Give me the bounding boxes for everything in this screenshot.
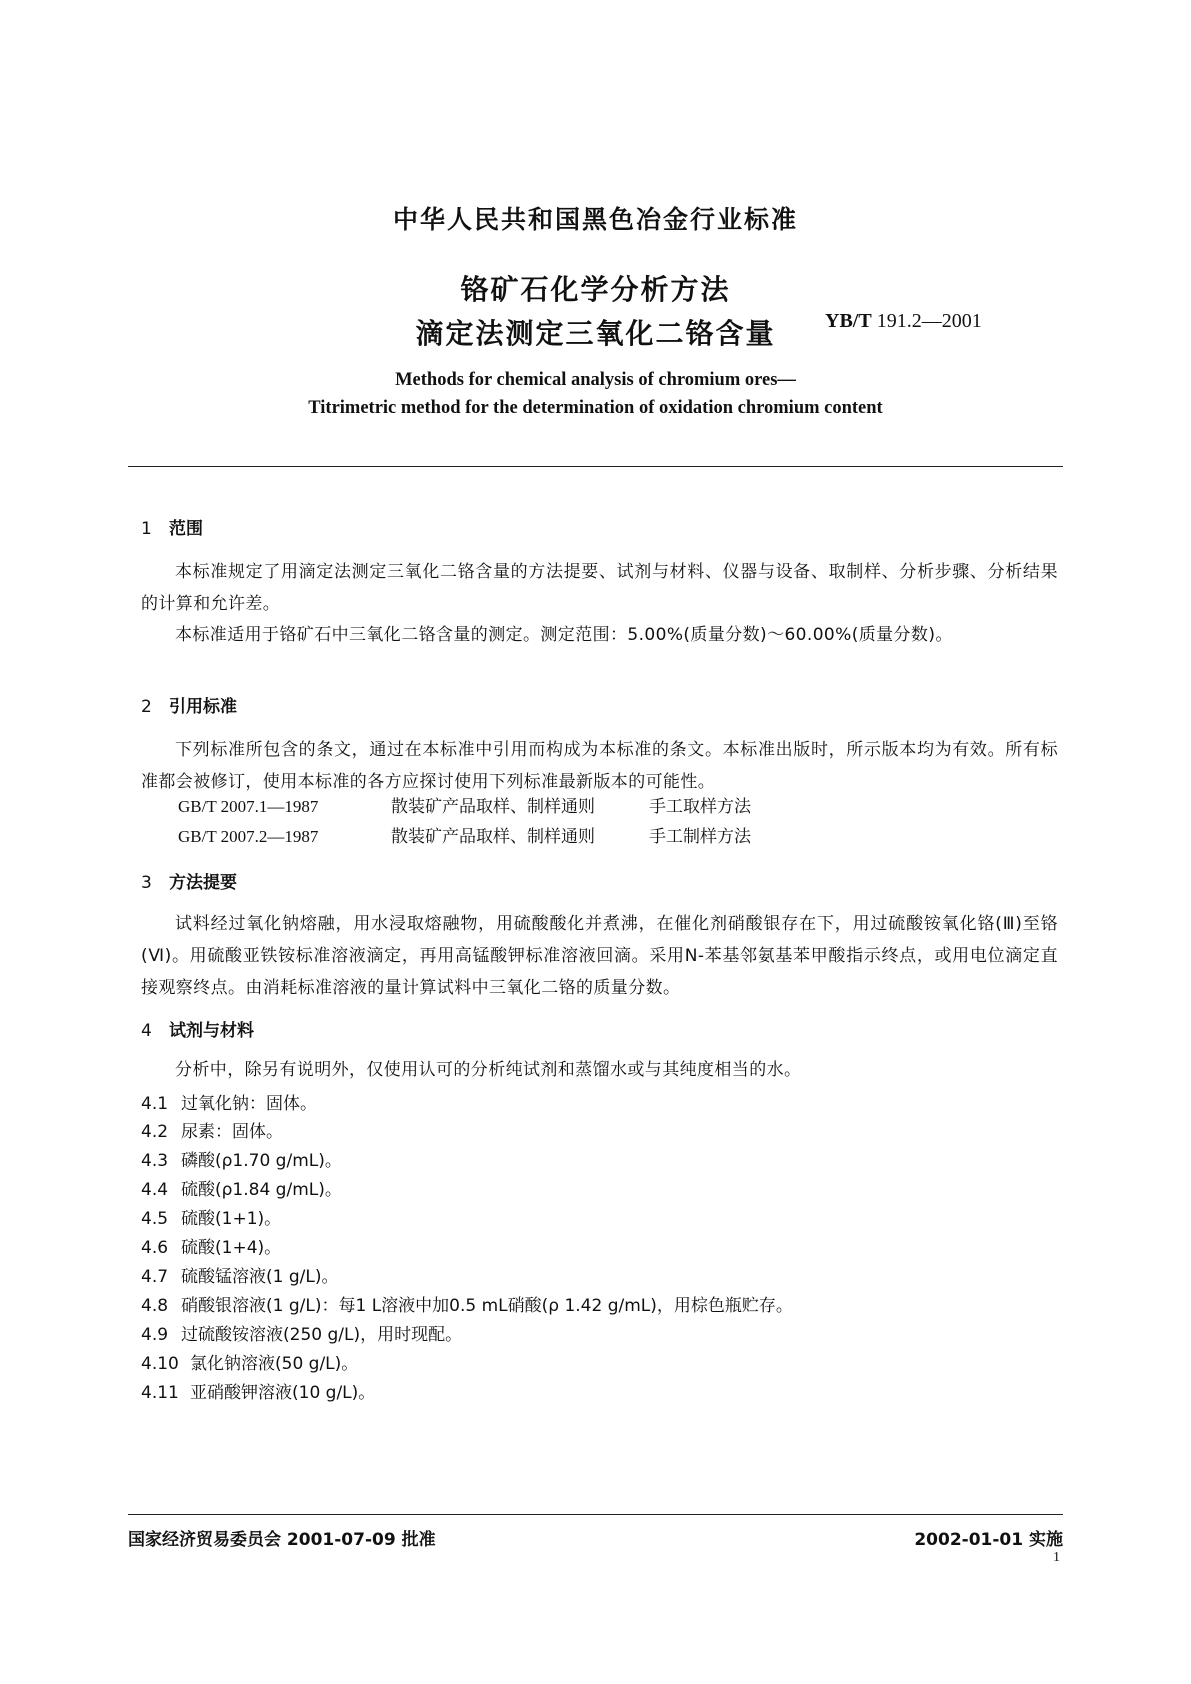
reagent-item xyxy=(141,1089,317,1114)
section-heading-references xyxy=(141,692,237,717)
reagent-number: 4.1 xyxy=(141,1094,169,1114)
reagent-number: 4.6 xyxy=(141,1238,169,1258)
section-heading-method-summary xyxy=(141,868,237,893)
reagent-number: 4.3 xyxy=(141,1151,169,1171)
section-number: 1 xyxy=(141,519,152,539)
reference-method: 手工制样方法 xyxy=(649,827,751,847)
reagent-item xyxy=(141,1117,283,1142)
reagent-item xyxy=(141,1291,793,1316)
standard-code xyxy=(825,310,982,333)
scope-paragraph-1: 本标准规定了用滴定法测定三氧化二铬含量的方法提要、试剂与材料、仪器与设备、取制样、分析步骤、分析结果的计算和允许差。 xyxy=(141,562,1058,614)
reagent-text: 过氧化钠：固体。 xyxy=(181,1094,317,1114)
title-zh-line2: 滴定法测定三氧化二铬含量 xyxy=(415,317,776,350)
reagent-text: 磷酸(ρ1.70 g/mL)。 xyxy=(181,1151,342,1171)
reagent-item xyxy=(141,1378,375,1403)
reagent-item xyxy=(141,1262,338,1287)
approval-statement: 国家经济贸易委员会 2001-07-09 批准 xyxy=(128,1530,436,1550)
reference-code: GB/T 2007.2—1987 xyxy=(178,827,319,846)
title-zh-line1: 铬矿石化学分析方法 xyxy=(460,273,731,306)
section-title: 范围 xyxy=(169,519,203,539)
reagent-number: 4.4 xyxy=(141,1180,169,1200)
reagent-text: 过硫酸铵溶液(250 g/L)，用时现配。 xyxy=(181,1325,463,1345)
section-number: 4 xyxy=(141,1021,152,1041)
standard-type-heading: 中华人民共和国黑色冶金行业标准 xyxy=(392,205,798,234)
reagent-text: 硫酸(1+1)。 xyxy=(181,1209,282,1229)
reference-entry xyxy=(178,792,751,817)
reagent-text: 硫酸锰溶液(1 g/L)。 xyxy=(181,1267,339,1287)
reagent-number: 4.10 xyxy=(141,1354,179,1374)
title-en-line2: Titrimetric method for the determination of oxidation chromium content xyxy=(308,398,883,418)
standard-code-prefix: YB/T xyxy=(825,310,872,332)
section-heading-reagents xyxy=(141,1016,254,1041)
section-number: 3 xyxy=(141,873,152,893)
reference-code: GB/T 2007.1—1987 xyxy=(178,797,319,816)
section-title: 方法提要 xyxy=(169,873,237,893)
reagent-item xyxy=(141,1320,462,1345)
title-en-line1: Methods for chemical analysis of chromium ores— xyxy=(395,370,796,390)
reagent-number: 4.7 xyxy=(141,1267,169,1287)
reagent-text: 硫酸(1+4)。 xyxy=(181,1238,282,1258)
reagent-item xyxy=(141,1204,281,1229)
reference-method: 手工取样方法 xyxy=(649,797,751,817)
reagent-item xyxy=(141,1349,358,1374)
scope-paragraph-2: 本标准适用于铬矿石中三氧化二铬含量的测定。测定范围：5.00%(质量分数)～60.00%(质量分数)。 xyxy=(175,625,953,645)
reagent-text: 氯化钠溶液(50 g/L)。 xyxy=(190,1354,359,1374)
section-number: 2 xyxy=(141,697,152,717)
reagent-item xyxy=(141,1146,342,1171)
implementation-statement: 2002-01-01 实施 xyxy=(914,1530,1063,1550)
reference-name: 散装矿产品取样、制样通则 xyxy=(391,797,595,817)
section-heading-scope xyxy=(141,514,203,539)
footer-divider xyxy=(128,1514,1063,1515)
reagent-text: 尿素：固体。 xyxy=(181,1122,283,1142)
reagent-text: 亚硝酸钾溶液(10 g/L)。 xyxy=(190,1383,376,1403)
header-divider xyxy=(128,466,1063,467)
page-number: 1 xyxy=(1053,1550,1060,1565)
reagent-number: 4.5 xyxy=(141,1209,169,1229)
reference-entry xyxy=(178,822,751,847)
references-paragraph: 下列标准所包含的条文，通过在本标准中引用而构成为本标准的条文。本标准出版时，所示版本均为有效。所有标准都会被修订，使用本标准的各方应探讨使用下列标准最新版本的可能性。 xyxy=(141,740,1058,792)
section-title: 引用标准 xyxy=(169,697,237,717)
reagent-number: 4.9 xyxy=(141,1325,169,1345)
method-summary-paragraph: 试料经过氧化钠熔融，用水浸取熔融物，用硫酸酸化并煮沸，在催化剂硝酸银存在下，用过硫酸铵氧化铬(Ⅲ)至铬(Ⅵ)。用硫酸亚铁铵标准溶液滴定，再用高锰酸钾标准溶液回滴。采用N-苯基邻氨基苯甲酸指示终点，或用电位滴定直接观察终点。由消耗标准溶液的量计算试料中三氧化二铬的质量分数。 xyxy=(141,914,1058,998)
reference-name: 散装矿产品取样、制样通则 xyxy=(391,827,595,847)
reagent-text: 硝酸银溶液(1 g/L)：每1 L溶液中加0.5 mL硝酸(ρ 1.42 g/mL)，用棕色瓶贮存。 xyxy=(181,1296,793,1316)
reagent-number: 4.2 xyxy=(141,1122,169,1142)
reagent-text: 硫酸(ρ1.84 g/mL)。 xyxy=(181,1180,342,1200)
reagent-number: 4.8 xyxy=(141,1296,169,1316)
reagent-number: 4.11 xyxy=(141,1383,179,1403)
standard-code-number: 191.2—2001 xyxy=(876,310,982,332)
reagents-intro-paragraph: 分析中，除另有说明外，仅使用认可的分析纯试剂和蒸馏水或与其纯度相当的水。 xyxy=(175,1060,802,1080)
reagent-item xyxy=(141,1175,342,1200)
section-title: 试剂与材料 xyxy=(169,1021,254,1041)
reagent-item xyxy=(141,1233,281,1258)
